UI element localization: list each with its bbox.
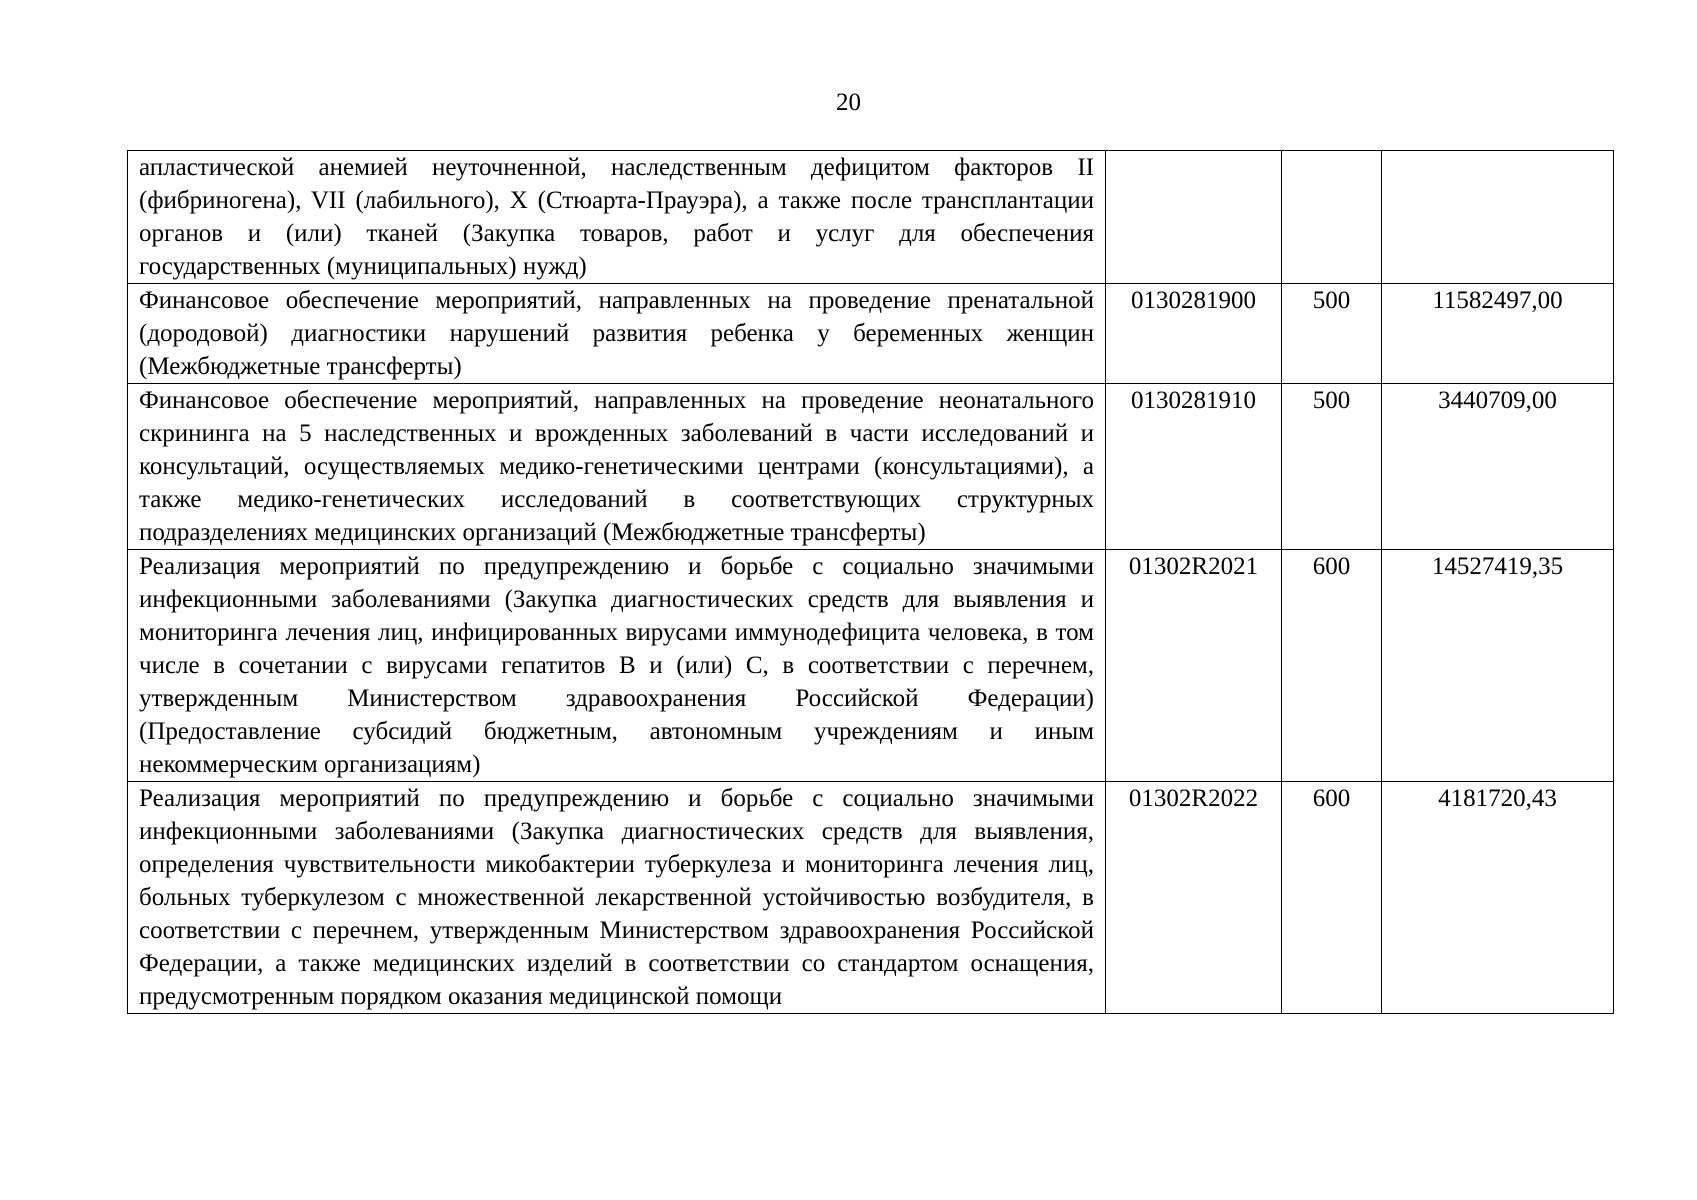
row-amount: 11582497,00 [1382, 284, 1614, 384]
table-row [128, 550, 1614, 782]
row-expense-kind: 500 [1282, 284, 1382, 384]
row-target-code: 01302R2021 [1106, 550, 1282, 782]
row-target-code: 0130281900 [1106, 284, 1282, 384]
table-row [128, 384, 1614, 550]
row-expense-kind: 600 [1282, 782, 1382, 1014]
row-description: Реализация мероприятий по предупреждению и борьбе с социально значимыми инфекционными заболеваниями (Закупка диагностических средств для выявления, определения чувствительности микобактерии туберкулеза и мониторинга лечения лиц, больных туберкулезом с множественной лекарственной устойчивостью возбудителя, в соответствии с перечнем, утвержденным Министерством здравоохранения Российской Федерации, а также медицинских изделий в соответствии со стандартом оснащения, предусмотренным порядком оказания медицинской помощи [128, 782, 1106, 1014]
row-description: апластической анемией неуточненной, наследственным дефицитом факторов II (фибриногена), VII (лабильного), X (Стюарта-Прауэра), а также после трансплантации органов и (или) тканей (Закупка товаров, работ и услуг для обеспечения государственных (муниципальных) нужд) [128, 151, 1106, 284]
table-row [128, 151, 1614, 284]
row-expense-kind [1282, 151, 1382, 284]
row-amount [1382, 151, 1614, 284]
row-amount: 4181720,43 [1382, 782, 1614, 1014]
row-amount: 3440709,00 [1382, 384, 1614, 550]
table-row [128, 284, 1614, 384]
row-expense-kind: 500 [1282, 384, 1382, 550]
row-target-code [1106, 151, 1282, 284]
row-target-code: 0130281910 [1106, 384, 1282, 550]
row-expense-kind: 600 [1282, 550, 1382, 782]
row-target-code: 01302R2022 [1106, 782, 1282, 1014]
table-row [128, 782, 1614, 1014]
page-number: 20 [836, 89, 861, 116]
budget-table [127, 150, 1614, 1014]
row-description: Финансовое обеспечение мероприятий, направленных на проведение пренатальной (дородовой) диагностики нарушений развития ребенка у беременных женщин (Межбюджетные трансферты) [128, 284, 1106, 384]
row-description: Реализация мероприятий по предупреждению и борьбе с социально значимыми инфекционными заболеваниями (Закупка диагностических средств для выявления и мониторинга лечения лиц, инфицированных вирусами иммунодефицита человека, в том числе в сочетании с вирусами гепатитов B и (или) C, в соответствии с перечнем, утвержденным Министерством здравоохранения Российской Федерации) (Предоставление субсидий бюджетным, автономным учреждениям и иным некоммерческим организациям) [128, 550, 1106, 782]
row-amount: 14527419,35 [1382, 550, 1614, 782]
row-description: Финансовое обеспечение мероприятий, направленных на проведение неонатального скрининга на 5 наследственных и врожденных заболеваний в части исследований и консультаций, осуществляемых медико-генетическими центрами (консультациями), а также медико-генетических исследований в соответствующих структурных подразделениях медицинских организаций (Межбюджетные трансферты) [128, 384, 1106, 550]
